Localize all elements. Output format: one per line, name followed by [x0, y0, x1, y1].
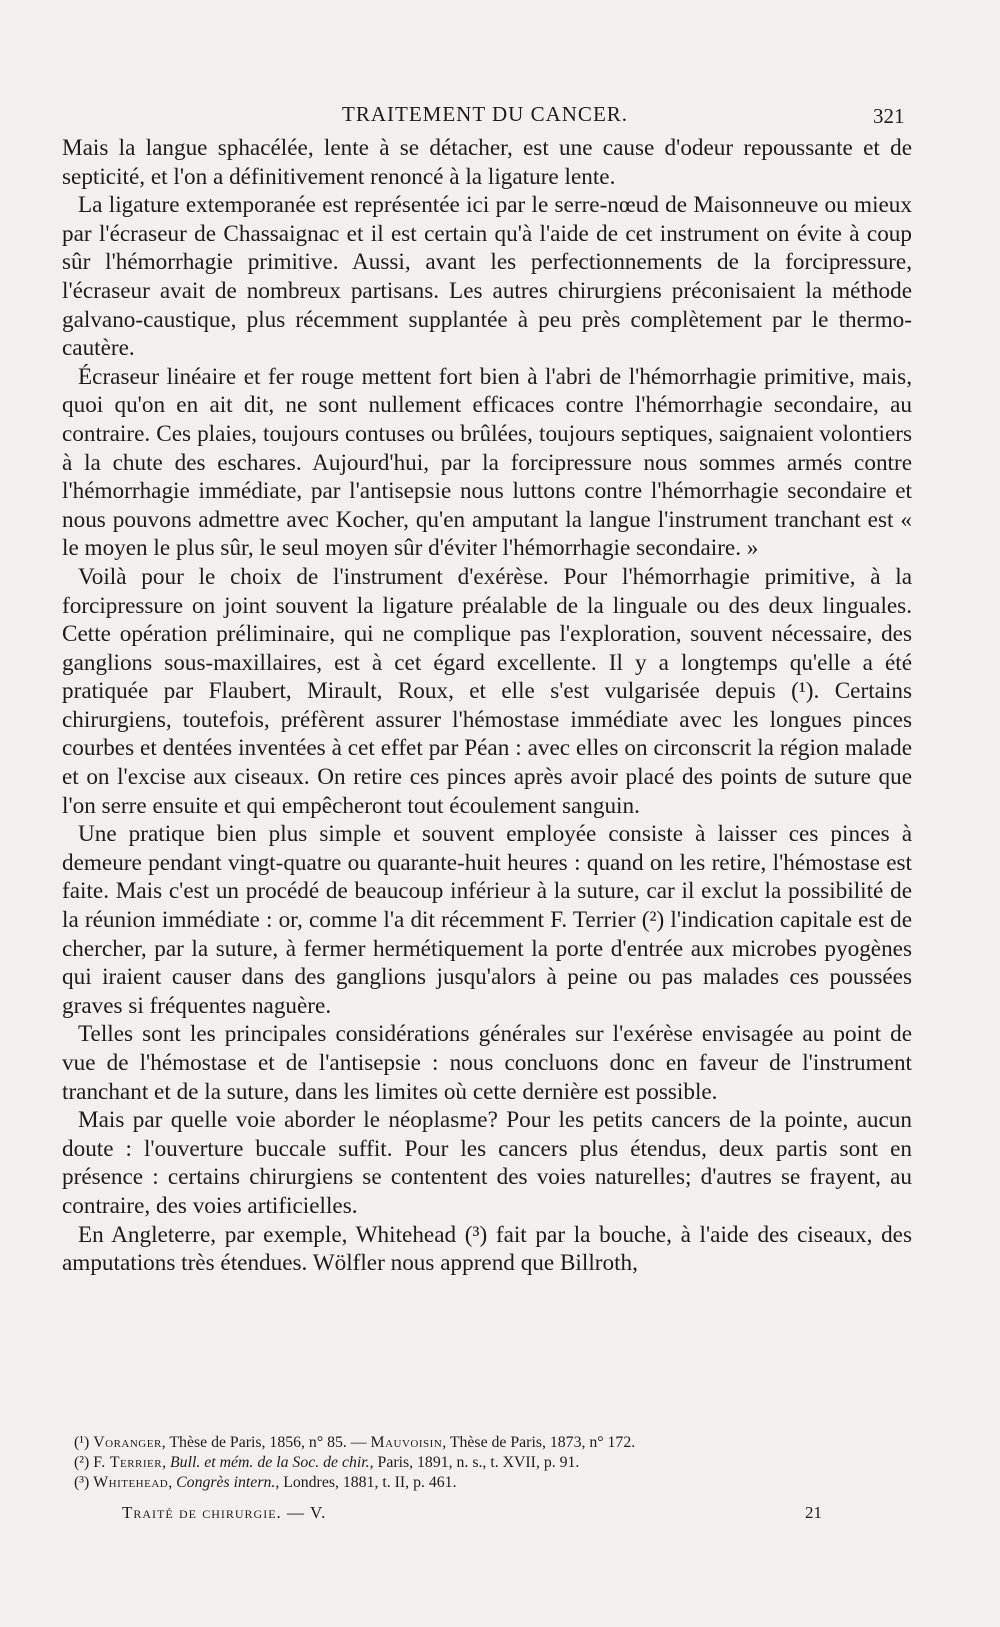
footnote-text: , Londres, 1881, t. II, p. 461. — [275, 1474, 457, 1491]
footnote-text: , Paris, 1891, n. s., t. XVII, p. 91. — [369, 1454, 580, 1471]
paragraph: Une pratique bien plus simple et souvent employée consiste à laisser ces pinces à demeure pendant vingt-quatre ou quarante-huit heures : quand on les retire, l'hémostase est faite. Mais c'est un procédé de beaucoup inférieur à la suture, car il exclut la possibilité de la réunion immédiate : or, comme l'a dit récemment F. Terrier (²) l'indication capitale est de chercher, par la suture, à fermer hermétiquement la porte d'entrée aux microbes pyogènes qui iraient causer dans des ganglions jusqu'alors à peine ou pas malades ces poussées graves si fréquentes naguère. — [62, 821, 912, 1019]
footnote-text: , — [168, 1474, 177, 1491]
page-footer — [0, 1503, 1000, 1527]
footnote-journal: Congrès intern. — [176, 1474, 276, 1491]
running-title: TRAITEMENT DU CANCER. — [342, 102, 629, 126]
footnote — [62, 1473, 912, 1493]
footnote-text: , — [162, 1454, 171, 1471]
paragraph: La ligature extemporanée est représentée ici par le serre-nœud de Maisonneuve ou mieux par l'écraseur de Chassaignac et il est certain qu'à l'aide de cet instrument on évite à coup sûr l'hémorrhagie primitive. Aussi, avant les perfectionnements de la forcipressure, l'écraseur avait de nombreux partisans. Les autres chirurgiens préconisaient la méthode galvano-caustique, plus récemment supplantée à peu près complètement par le thermo-cautère. — [62, 192, 912, 362]
body-text — [62, 134, 912, 1278]
footnote-author: Voranger — [93, 1434, 162, 1451]
footnote — [62, 1453, 912, 1473]
footnote-author: Mauvoisin — [370, 1434, 443, 1451]
signature-mark: 21 — [805, 1503, 822, 1522]
footnote-author: Whitehead — [93, 1474, 169, 1491]
paragraph: Telles sont les principales considérations générales sur l'exérèse envisagée au point de vue de l'hémostase et de l'antisepsie : nous concluons donc en faveur de l'instrument tranchant et de la suture, dans les limites où cette dernière est possible. — [62, 1021, 912, 1105]
book-title: Traité de chirurgie. — V. — [122, 1503, 327, 1522]
footnote-journal: Bull. et mém. de la Soc. de chir. — [170, 1454, 370, 1471]
page-number: 321 — [873, 104, 905, 128]
footnote-marker: (²) — [74, 1454, 90, 1471]
footnote-marker: (³) — [74, 1474, 90, 1491]
footnote-text: , Thèse de Paris, 1856, n° 85. — — [161, 1434, 371, 1451]
paragraph: En Angleterre, par exemple, Whitehead (³) fait par la bouche, à l'aide des ciseaux, des amputations très étendues. Wölfler nous apprend que Billroth, — [62, 1221, 912, 1277]
footnote-marker: (¹) — [74, 1434, 90, 1451]
footnote-text: , Thèse de Paris, 1873, n° 172. — [442, 1434, 636, 1451]
paragraph: Écraseur linéaire et fer rouge mettent fort bien à l'abri de l'hémorrhagie primitive, mais, quoi qu'on en ait dit, ne sont nullement efficaces contre l'hémorrhagie secondaire, au contraire. Ces plaies, toujours contuses ou brûlées, toujours septiques, saignaient volontiers à la chute des eschares. Aujourd'hui, par la forcipressure nous sommes armés contre l'hémorrhagie immédiate, par l'antisepsie nous luttons contre l'hémorrhagie secondaire et nous pouvons admettre avec Kocher, qu'en amputant la langue l'instrument tranchant est « le moyen le plus sûr, le seul moyen sûr d'éviter l'hémorrhagie secondaire. » — [62, 363, 912, 562]
footnotes — [62, 1433, 912, 1493]
running-head — [0, 102, 1000, 132]
paragraph: Mais par quelle voie aborder le néoplasme? Pour les petits cancers de la pointe, aucun doute : l'ouverture buccale suffit. Pour les cancers plus étendus, deux partis sont en présence : certains chirurgiens se contentent des voies naturelles; d'autres se frayent, au contraire, des voies artificielles. — [62, 1107, 912, 1219]
footnote-author: F. Terrier — [93, 1454, 163, 1471]
paragraph: Voilà pour le choix de l'instrument d'exérèse. Pour l'hémorrhagie primitive, à la forcipressure on joint souvent la ligature préalable de la linguale ou des deux linguales. Cette opération préliminaire, qui ne complique pas l'exploration, souvent nécessaire, des ganglions sous-maxillaires, est à cet égard excellente. Il y a longtemps qu'elle a été pratiquée par Flaubert, Mirault, Roux, et elle s'est vulgarisée depuis (¹). Certains chirurgiens, toutefois, préfèrent assurer l'hémostase immédiate avec les longues pinces courbes et dentées inventées à cet effet par Péan : avec elles on circonscrit la région malade et on l'excise aux ciseaux. On retire ces pinces après avoir placé des points de suture que l'on serre ensuite et qui empêcheront tout écoulement sanguin. — [62, 563, 912, 819]
paragraph: Mais la langue sphacélée, lente à se détacher, est une cause d'odeur repoussante et de septicité, et l'on a définitivement renoncé à la ligature lente. — [62, 135, 912, 190]
footnote — [62, 1433, 912, 1453]
